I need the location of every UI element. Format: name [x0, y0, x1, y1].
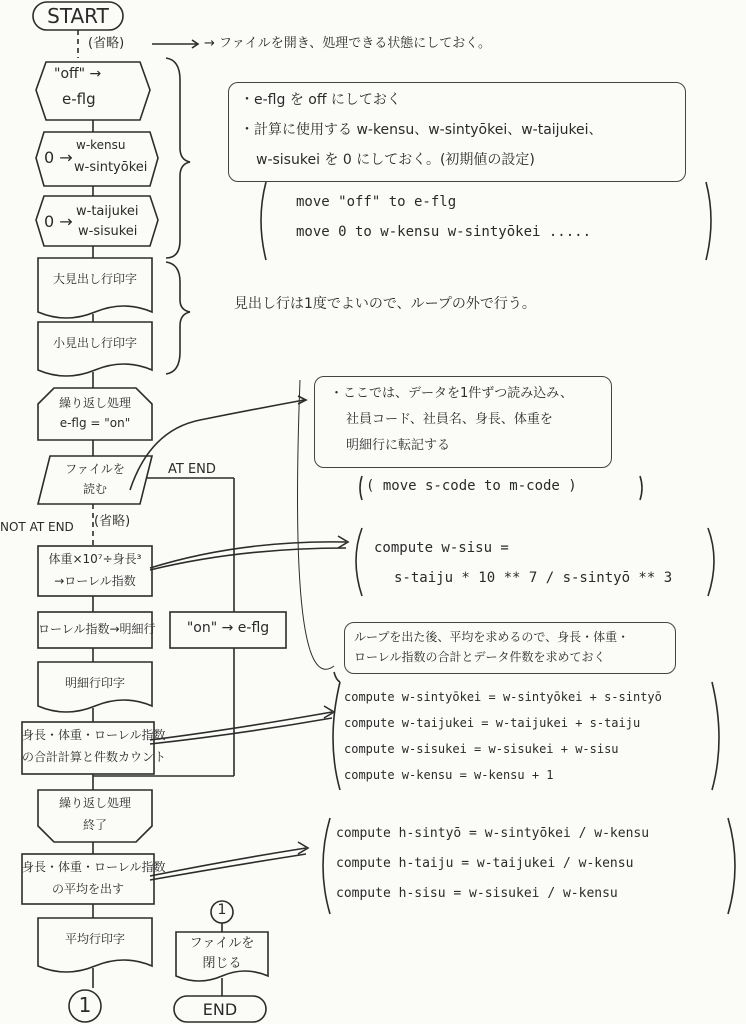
print-avg-label: 平均行印字 [64, 932, 125, 946]
init-eflg-label: e-flg [62, 90, 96, 108]
move-index-label: ローレル指数→明細行 [38, 622, 156, 636]
sum-label-2: の合計計算と件数カウント [22, 750, 167, 764]
close-file-label-2: 閉じる [202, 956, 242, 971]
loop-end-label-2: 終了 [82, 818, 107, 832]
avg-compute-2: compute h-taiju = w-taijukei / w-kensu [336, 856, 634, 871]
sum-compute-2: compute w-taijukei = w-taijukei + s-taiju [344, 716, 641, 730]
header-large-label: 大見出し行印字 [52, 272, 137, 286]
compute-index-1: compute w-sisu = [374, 540, 509, 556]
sum-compute-4: compute w-kensu = w-kensu + 1 [344, 768, 554, 782]
init-note-2: ・計算に使用する w-kensu、w-sintyōkei、w-taijukei、 [240, 122, 603, 138]
sum-label-1: 身長・体重・ローレル指数 [22, 728, 166, 742]
init-note-1: ・e-flg を off にしておく [240, 92, 401, 108]
init-zero-b-label: 0 → [44, 212, 73, 231]
read-note-2: 社員コード、社員名、身長、体重を [346, 412, 553, 427]
init-move-2: move 0 to w-kensu w-sintyōkei ..... [296, 224, 592, 240]
avg-compute-1: compute h-sintyō = w-sintyōkei / w-kensu [336, 826, 650, 841]
loop-start-label-2: e-flg = "on" [59, 416, 131, 430]
set-on-label: "on" → e-flg [186, 620, 270, 636]
read-file-label-2: 読む [82, 482, 107, 496]
compute-index-2: s-taiju * 10 ** 7 / s-sintyō ** 3 [394, 570, 673, 586]
init-note-3: w-sisukei を 0 にしておく。(初期値の設定) [256, 152, 535, 168]
read-note-3: 明細行に転記する [346, 438, 451, 453]
start-label: START [47, 4, 109, 28]
calc-index-label-2: →ローレル指数 [54, 574, 136, 588]
sum-compute-1: compute w-sintyōkei = w-sintyōkei + s-sintyō [344, 690, 662, 704]
close-file-label-1: ファイルを [189, 936, 255, 951]
print-detail-label: 明細行印字 [64, 676, 125, 690]
init-move-1: move "off" to e-flg [296, 194, 457, 210]
header-small-label: 小見出し行印字 [52, 336, 137, 350]
read-file-label-1: ファイルを [65, 462, 125, 476]
header-large-shape [38, 258, 152, 318]
at-end-label: AT END [168, 462, 216, 477]
init-sisukei-label: w-sisukei [78, 224, 138, 239]
calc-index-label-1: 体重×10⁷÷身長³ [48, 552, 142, 566]
init-sintyokei-label: w-sintyōkei [74, 160, 148, 175]
init-off-label: "off" → [54, 66, 102, 82]
read-note-1: ・ここでは、データを1件ずつ読み込み、 [330, 386, 574, 401]
avg-compute-3: compute h-sisu = w-sisukei / w-kensu [336, 886, 618, 901]
omit-label-2: (省略) [94, 514, 131, 529]
sum-compute-3: compute w-sisukei = w-sisukei + w-sisu [344, 742, 619, 756]
init-taijukei-label: w-taijukei [76, 204, 139, 219]
init-kensu-label: w-kensu [76, 138, 126, 152]
loop-start-label-1: 繰り返し処理 [58, 396, 131, 410]
avg-label-1: 身長・体重・ローレル指数 [22, 860, 166, 874]
loop-note-2: ローレル指数の合計とデータ件数を求めておく [354, 650, 606, 664]
init-zero-a-label: 0 → [44, 148, 73, 167]
header-note: 見出し行は1度でよいので、ループの外で行う。 [234, 296, 536, 312]
loop-end-label-1: 繰り返し処理 [58, 796, 131, 810]
loop-note-1: ループを出た後、平均を求めるので、身長・体重・ [354, 630, 630, 644]
not-at-end-label: NOT AT END [0, 520, 74, 534]
read-move: ( move s-code to m-code ) [366, 478, 577, 494]
omit-label-1: (省略) [88, 36, 125, 51]
end-label: END [202, 1000, 238, 1019]
connector-out-label: 1 [78, 993, 92, 1017]
open-file-note: → ファイルを開き、処理できる状態にしておく。 [204, 36, 491, 51]
avg-label-2: の平均を出す [51, 882, 124, 896]
connector-in-label: 1 [217, 902, 227, 918]
